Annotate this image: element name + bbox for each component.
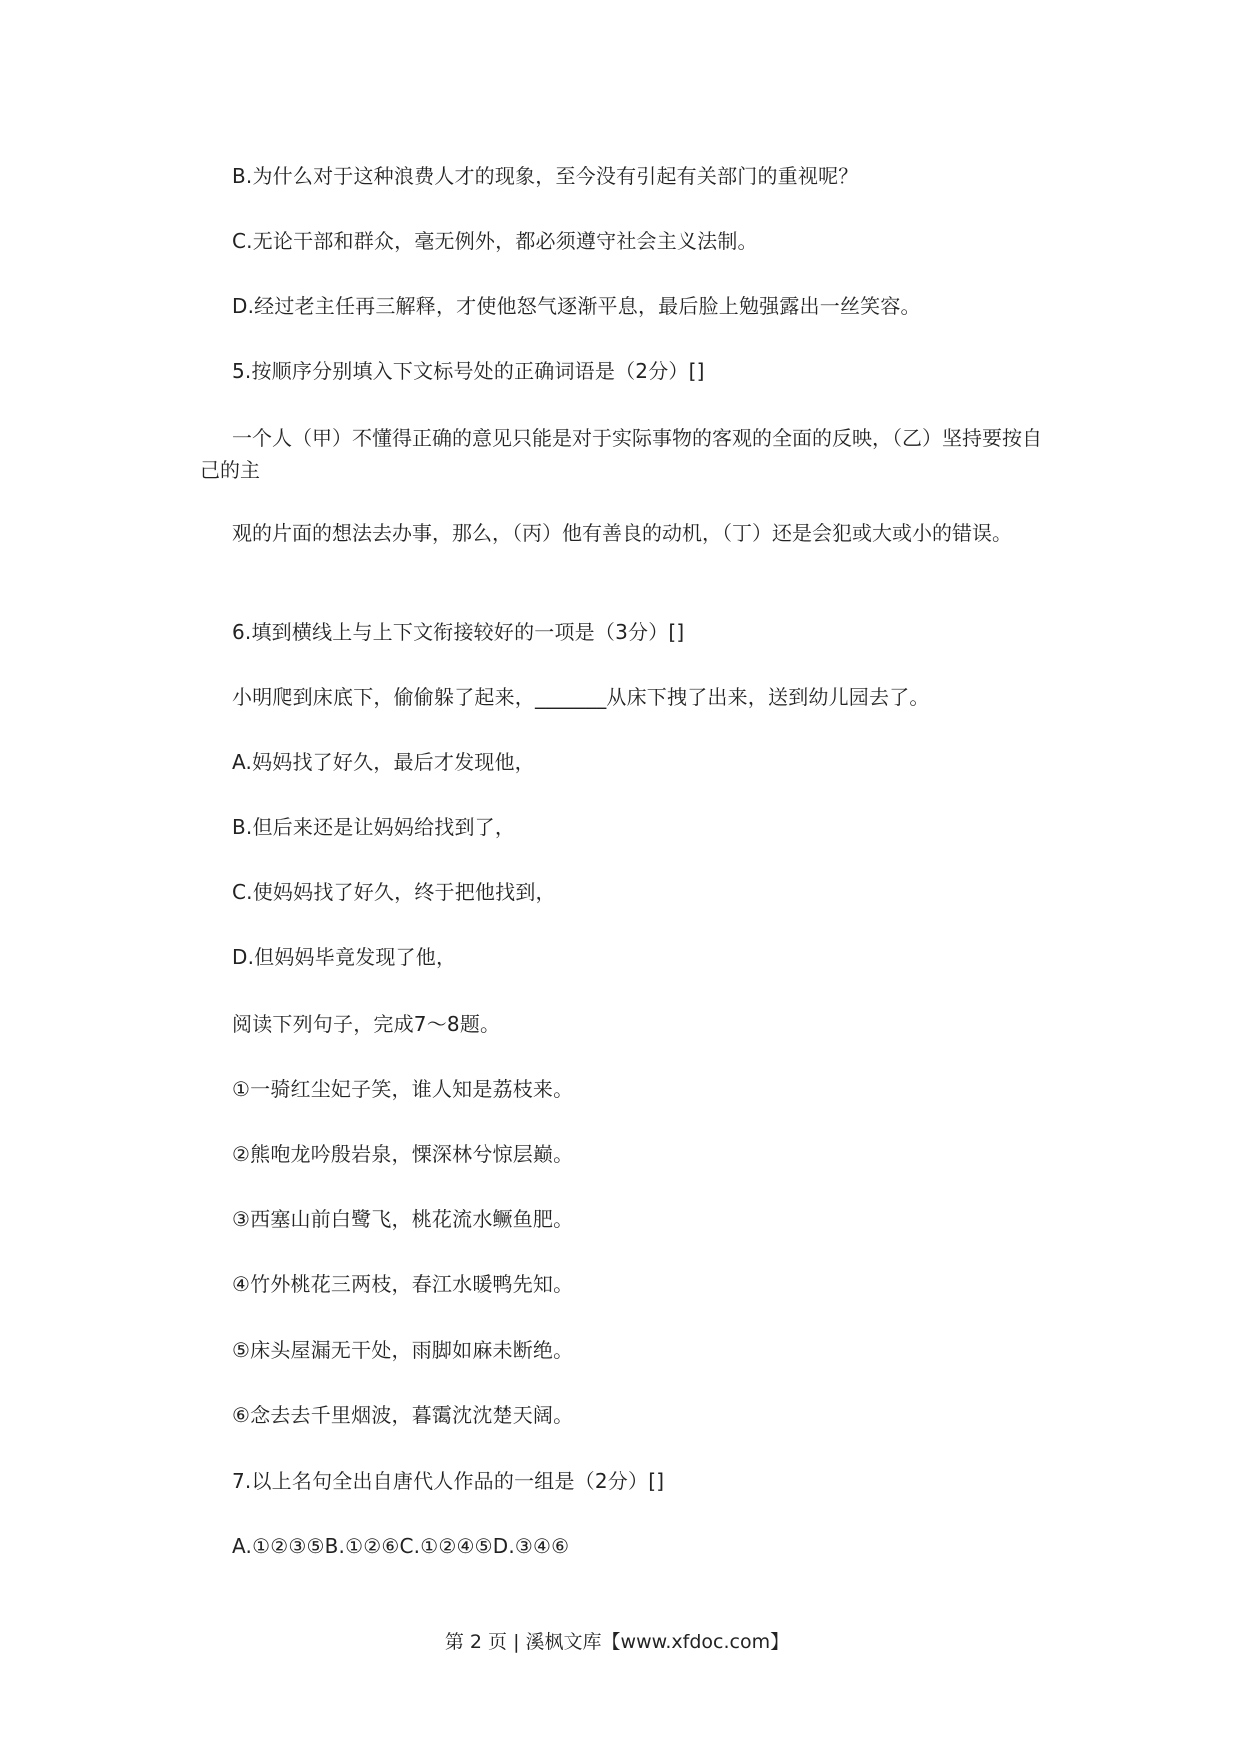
question-7: 7.以上名句全出自唐代人作品的一组是（2分）[] [232, 1469, 665, 1493]
poem-line-3: ③西塞山前白鹭飞，桃花流水鳜鱼肥。 [232, 1207, 574, 1231]
question-5-passage-2: 观的片面的想法去办事，那么，（丙）他有善良的动机，（丁）还是会犯或大或小的错误。 [232, 521, 1012, 545]
question-6-option-c: C.使妈妈找了好久，终于把他找到， [232, 880, 556, 904]
page-footer: 第 2 页 | 溪枫文库【www.xfdoc.com】 [444, 1631, 790, 1653]
reading-intro: 阅读下列句子，完成7～8题。 [232, 1012, 501, 1036]
question-6-option-d: D.但妈妈毕竟发现了他， [232, 945, 457, 969]
question-6-option-a: A.妈妈找了好久，最后才发现他， [232, 750, 535, 774]
poem-line-6: ⑥念去去千里烟波，暮霭沈沈楚天阔。 [232, 1403, 574, 1427]
question-6-sentence: 小明爬到床底下，偷偷躲了起来，_______从床下拽了出来，送到幼儿园去了。 [232, 685, 930, 709]
poem-line-4: ④竹外桃花三两枝，春江水暖鸭先知。 [232, 1272, 574, 1296]
poem-line-5: ⑤床头屋漏无干处，雨脚如麻未断绝。 [232, 1338, 574, 1362]
question-5-passage-1: 一个人（甲）不懂得正确的意见只能是对于实际事物的客观的全面的反映，（乙）坚持要按自己的主 [200, 426, 1042, 482]
question-6: 6.填到横线上与上下文衔接较好的一项是（3分）[] [232, 620, 685, 644]
question-5: 5.按顺序分别填入下文标号处的正确词语是（2分）[] [232, 359, 705, 383]
poem-line-1: ①一骑红尘妃子笑，谁人知是荔枝来。 [232, 1077, 574, 1101]
option-b-line: B.为什么对于这种浪费人才的现象，至今没有引起有关部门的重视呢？ [232, 164, 859, 188]
question-6-option-b: B.但后来还是让妈妈给找到了， [232, 815, 516, 839]
poem-line-2: ②熊咆龙吟殷岩泉，慄深林兮惊层巅。 [232, 1142, 574, 1166]
option-c-line: C.无论干部和群众，毫无例外，都必须遵守社会主义法制。 [232, 229, 758, 253]
question-7-options: A.①②③⑤B.①②⑥C.①②④⑤D.③④⑥ [232, 1534, 570, 1558]
option-d-line: D.经过老主任再三解释，才使他怒气逐渐平息，最后脸上勉强露出一丝笑容。 [232, 294, 921, 318]
